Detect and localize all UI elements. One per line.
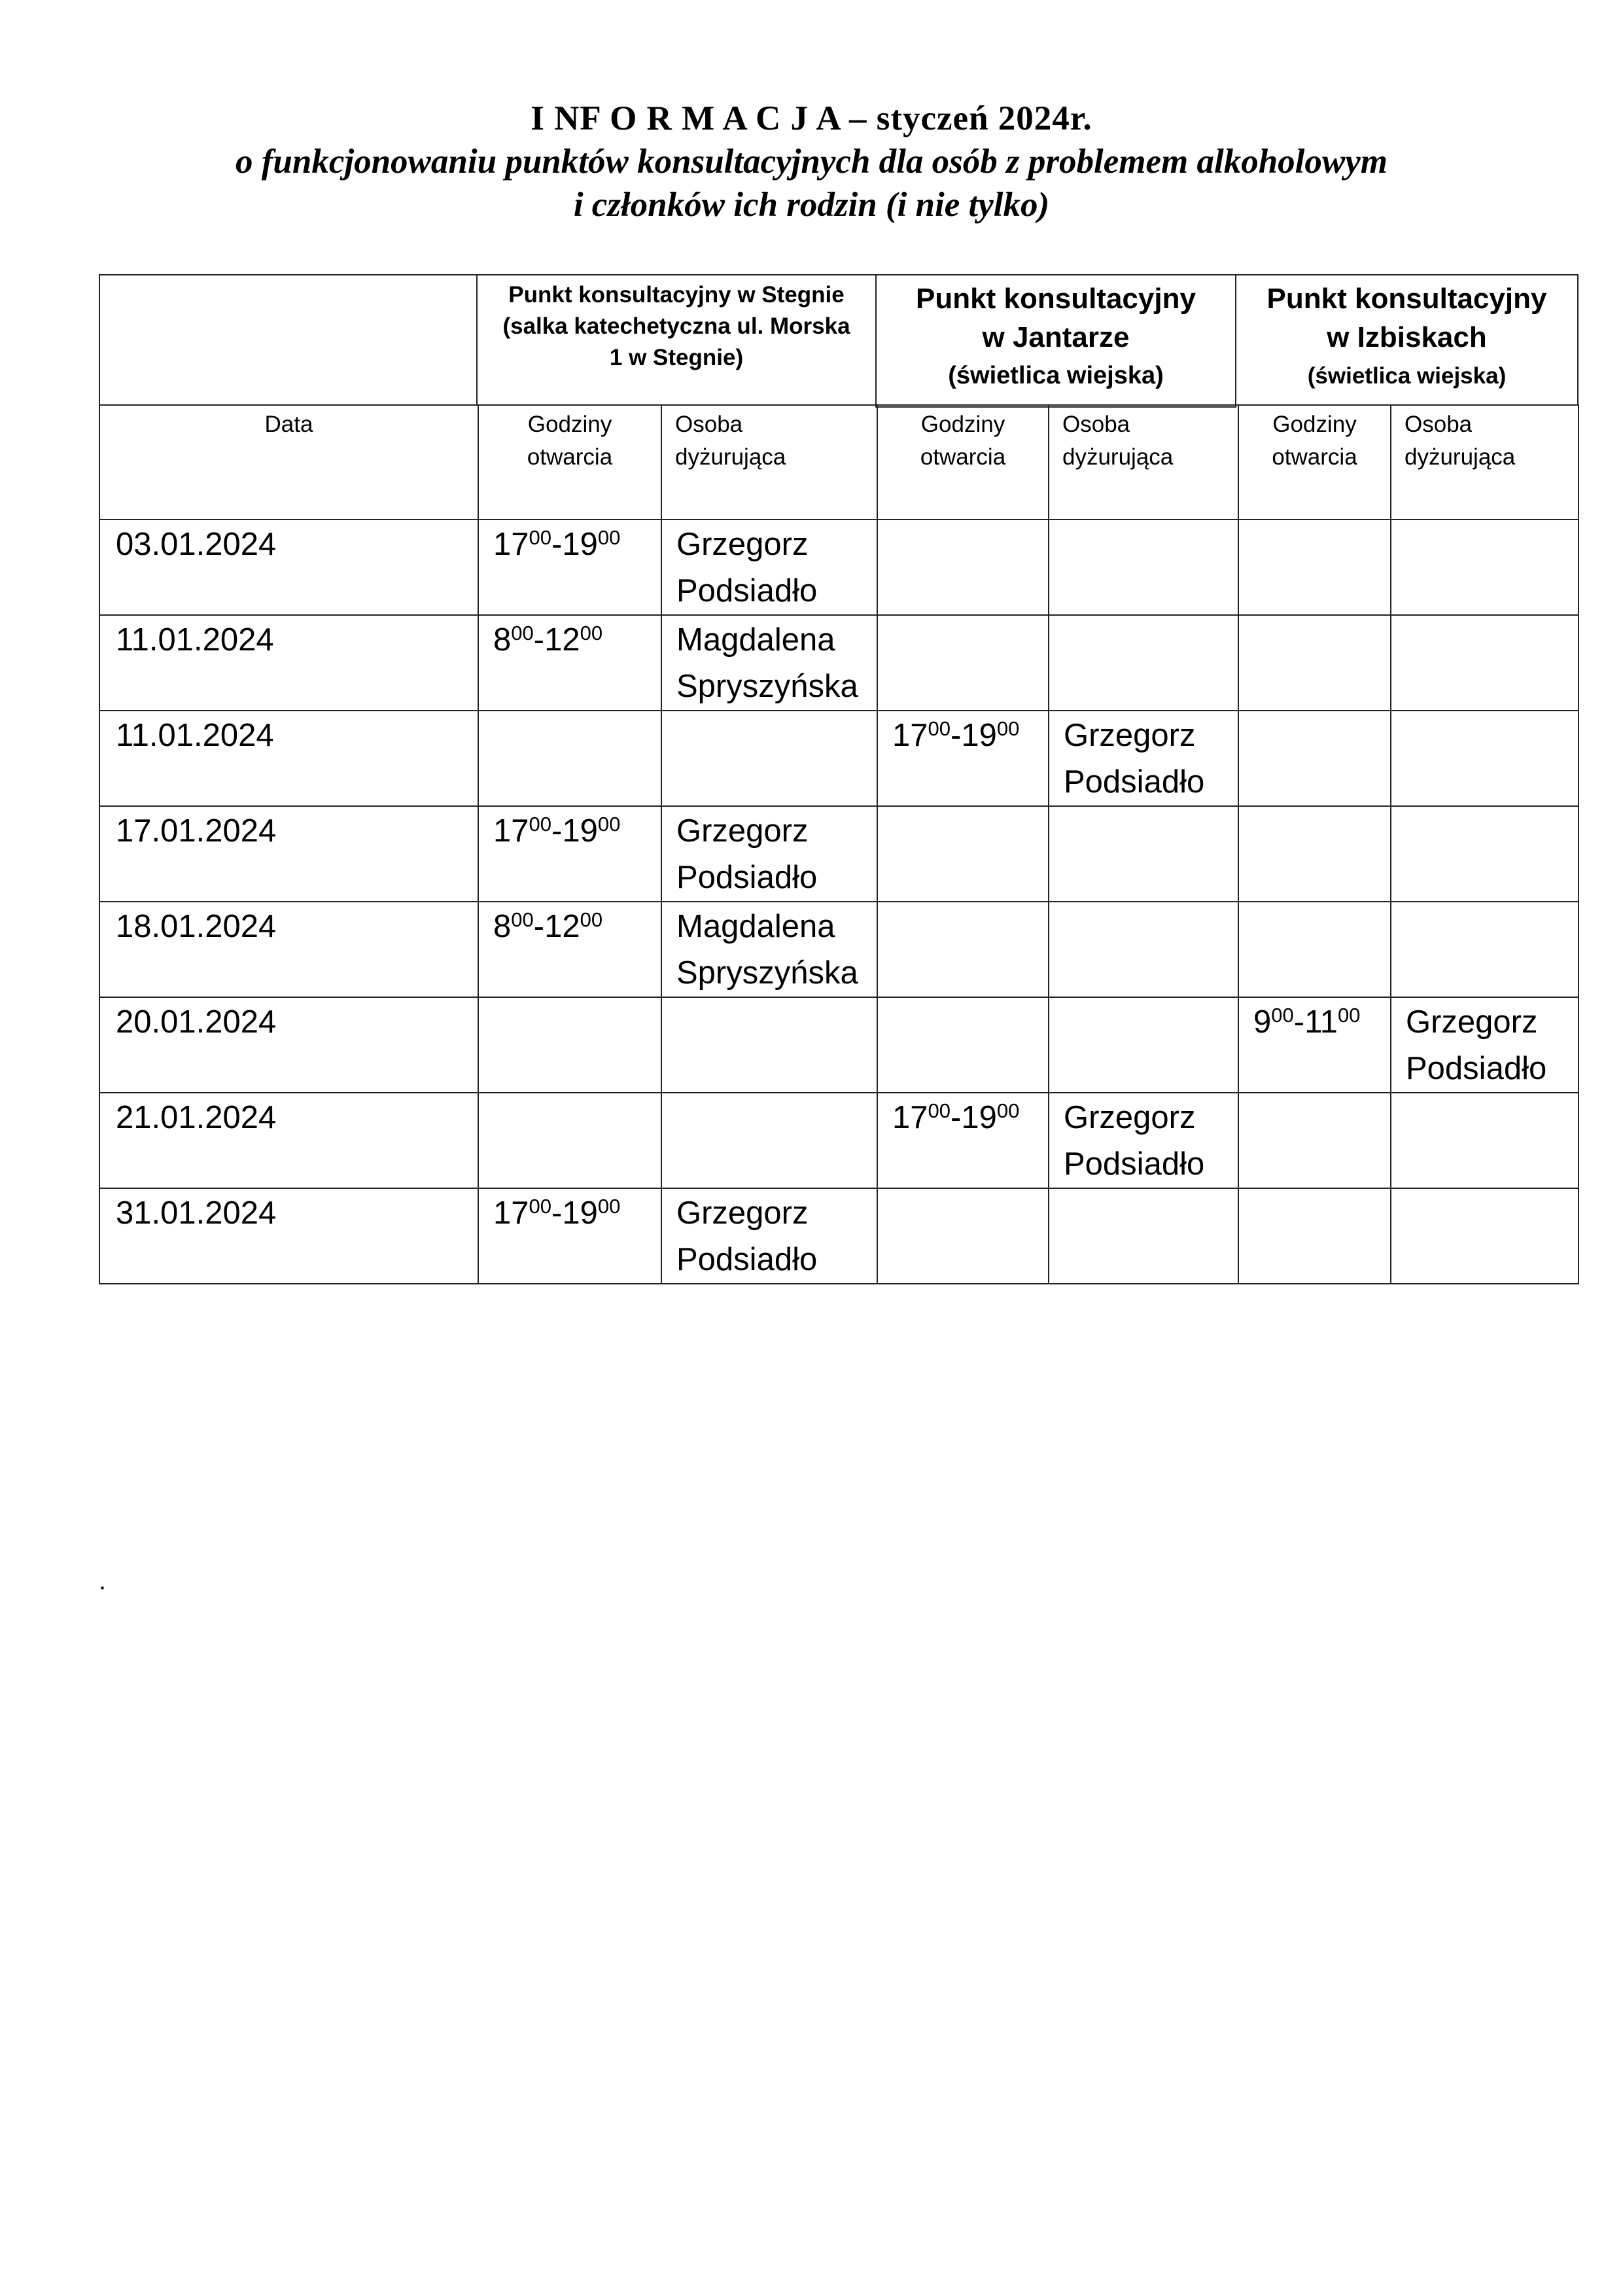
person-cell (661, 615, 877, 711)
person-cell (661, 711, 877, 806)
hours-end: -12 (533, 622, 580, 658)
date-cell: 20.01.2024 (99, 997, 478, 1093)
person-cell (1049, 902, 1238, 997)
hours-end: -19 (551, 813, 598, 849)
document-title (0, 97, 1623, 226)
hours-cell (1238, 806, 1391, 902)
person-cell (1049, 1093, 1238, 1188)
hours-end: -11 (1293, 1004, 1338, 1040)
title-line-2: o funkcjonowaniu punktów konsultacyjnych dla osób z problemem alkoholowym (235, 143, 1388, 181)
location-header-stegna (476, 274, 877, 406)
hours-cell (1238, 711, 1391, 806)
hours-end: -19 (551, 1195, 598, 1231)
hours-end-minutes: 00 (1337, 1004, 1361, 1027)
person-first-name: Grzegorz (1064, 1100, 1196, 1135)
column-header-person: Osoba dyżurująca (1391, 405, 1579, 520)
person-first-name: Grzegorz (676, 1195, 809, 1231)
hours-start: 17 (493, 527, 529, 562)
hours-start: 8 (493, 909, 512, 944)
footer-dot: . (99, 1566, 107, 1595)
hours-cell (1238, 902, 1391, 997)
location-stegna-line1: Punkt konsultacyjny w Stegnie (508, 282, 845, 308)
person-cell (1391, 615, 1579, 711)
person-last-name: Podsiadło (676, 860, 818, 895)
date-cell: 17.01.2024 (99, 806, 478, 902)
hours-cell (478, 615, 661, 711)
person-cell (1391, 520, 1579, 615)
hours-end-minutes: 00 (580, 622, 603, 645)
person-last-name: Podsiadło (1064, 1146, 1205, 1182)
column-header-date: Data (99, 405, 478, 520)
table-row (99, 615, 1579, 711)
hours-cell (478, 902, 661, 997)
hours-start-minutes: 00 (529, 526, 551, 549)
table-row (99, 997, 1579, 1093)
hours-cell (877, 1188, 1049, 1284)
column-header-person: Osoba dyżurująca (661, 405, 877, 520)
hours-start-minutes: 00 (529, 1195, 551, 1218)
hours-start: 17 (493, 813, 529, 849)
hours-end: -19 (551, 527, 598, 562)
hours-end: -12 (533, 909, 580, 944)
column-header-hours: Godziny otwarcia (1238, 405, 1391, 520)
hours-cell (877, 902, 1049, 997)
person-cell (661, 1188, 877, 1284)
hours-cell (877, 520, 1049, 615)
column-header-row (99, 405, 1579, 520)
hours-cell (478, 1093, 661, 1188)
table-row (99, 806, 1579, 902)
hours-cell (1238, 997, 1391, 1093)
person-cell (1049, 711, 1238, 806)
person-cell (661, 902, 877, 997)
person-first-name: Grzegorz (676, 813, 809, 849)
column-header-hours: Godziny otwarcia (877, 405, 1049, 520)
date-cell: 11.01.2024 (99, 711, 478, 806)
column-header-hours: Godziny otwarcia (478, 405, 661, 520)
hours-end-minutes: 00 (580, 908, 603, 931)
date-cell: 21.01.2024 (99, 1093, 478, 1188)
hours-start-minutes: 00 (928, 717, 951, 740)
hours-end-minutes: 00 (597, 526, 621, 549)
hours-cell (1238, 1093, 1391, 1188)
person-last-name: Podsiadło (1406, 1051, 1547, 1086)
person-last-name: Podsiadło (1064, 764, 1205, 800)
hours-cell (1238, 520, 1391, 615)
hours-cell (478, 806, 661, 902)
hours-cell (478, 711, 661, 806)
hours-start: 8 (493, 622, 512, 658)
person-cell (1391, 1093, 1579, 1188)
table-row (99, 520, 1579, 615)
person-first-name: Grzegorz (1064, 718, 1196, 753)
hours-cell (877, 806, 1049, 902)
person-cell (661, 1093, 877, 1188)
hours-start-minutes: 00 (511, 622, 534, 645)
person-cell (1391, 711, 1579, 806)
hours-cell (1238, 1188, 1391, 1284)
location-header-izbiska (1235, 274, 1579, 406)
person-first-name: Magdalena (676, 909, 835, 944)
hours-end: -19 (951, 1100, 997, 1135)
hours-start-minutes: 00 (511, 908, 534, 931)
hours-cell (877, 997, 1049, 1093)
person-cell (661, 806, 877, 902)
hours-start: 9 (1253, 1004, 1272, 1040)
date-cell: 31.01.2024 (99, 1188, 478, 1284)
hours-cell (877, 615, 1049, 711)
person-cell (1049, 1188, 1238, 1284)
person-first-name: Magdalena (676, 622, 835, 658)
person-cell (661, 997, 877, 1093)
title-line-3: i członków ich rodzin (i nie tylko) (573, 186, 1050, 224)
hours-end-minutes: 00 (996, 717, 1020, 740)
person-cell (1391, 1188, 1579, 1284)
hours-start: 17 (892, 1100, 928, 1135)
hours-cell (478, 997, 661, 1093)
location-jantar-line1: Punkt konsultacyjny (916, 283, 1196, 315)
table-row (99, 711, 1579, 806)
hours-start-minutes: 00 (928, 1099, 951, 1122)
person-cell (1049, 520, 1238, 615)
column-header-person: Osoba dyżurująca (1049, 405, 1238, 520)
person-cell (661, 520, 877, 615)
person-cell (1049, 997, 1238, 1093)
location-izbiska-line3: (świetlica wiejska) (1307, 363, 1507, 389)
hours-start-minutes: 00 (1271, 1004, 1294, 1027)
hours-end-minutes: 00 (597, 813, 621, 836)
person-last-name: Spryszyńska (676, 669, 858, 704)
title-line-1: I NF O R M A C J A – styczeń 2024r. (531, 99, 1092, 137)
hours-cell (877, 711, 1049, 806)
hours-cell (877, 1093, 1049, 1188)
location-izbiska-line2: w Izbiskach (1327, 321, 1487, 353)
person-cell (1049, 806, 1238, 902)
date-cell: 03.01.2024 (99, 520, 478, 615)
hours-cell (478, 520, 661, 615)
table-row (99, 1188, 1579, 1284)
person-first-name: Grzegorz (676, 527, 809, 562)
person-last-name: Podsiadło (676, 1242, 818, 1277)
table-row (99, 1093, 1579, 1188)
hours-end-minutes: 00 (996, 1099, 1020, 1122)
person-cell (1391, 997, 1579, 1093)
person-cell (1391, 902, 1579, 997)
location-izbiska-line1: Punkt konsultacyjny (1266, 283, 1547, 315)
person-last-name: Spryszyńska (676, 955, 858, 991)
table-row (99, 902, 1579, 997)
location-jantar-line2: w Jantarze (982, 321, 1130, 353)
hours-end: -19 (951, 718, 997, 753)
person-cell (1391, 806, 1579, 902)
hours-start-minutes: 00 (529, 813, 551, 836)
location-stegna-line2: (salka katechetyczna ul. Morska (502, 313, 850, 339)
location-jantar-line3: (świetlica wiejska) (948, 362, 1164, 389)
corner-header-cell (99, 274, 478, 406)
date-cell: 11.01.2024 (99, 615, 478, 711)
hours-start: 17 (892, 718, 928, 753)
person-last-name: Podsiadło (676, 573, 818, 609)
schedule-table (99, 404, 1579, 1284)
location-stegna-line3: 1 w Stegnie) (609, 345, 744, 370)
hours-cell (1238, 615, 1391, 711)
hours-start: 17 (493, 1195, 529, 1231)
location-header-jantar (875, 274, 1236, 408)
person-first-name: Grzegorz (1406, 1004, 1538, 1040)
person-cell (1049, 615, 1238, 711)
date-cell: 18.01.2024 (99, 902, 478, 997)
hours-end-minutes: 00 (597, 1195, 621, 1218)
hours-cell (478, 1188, 661, 1284)
